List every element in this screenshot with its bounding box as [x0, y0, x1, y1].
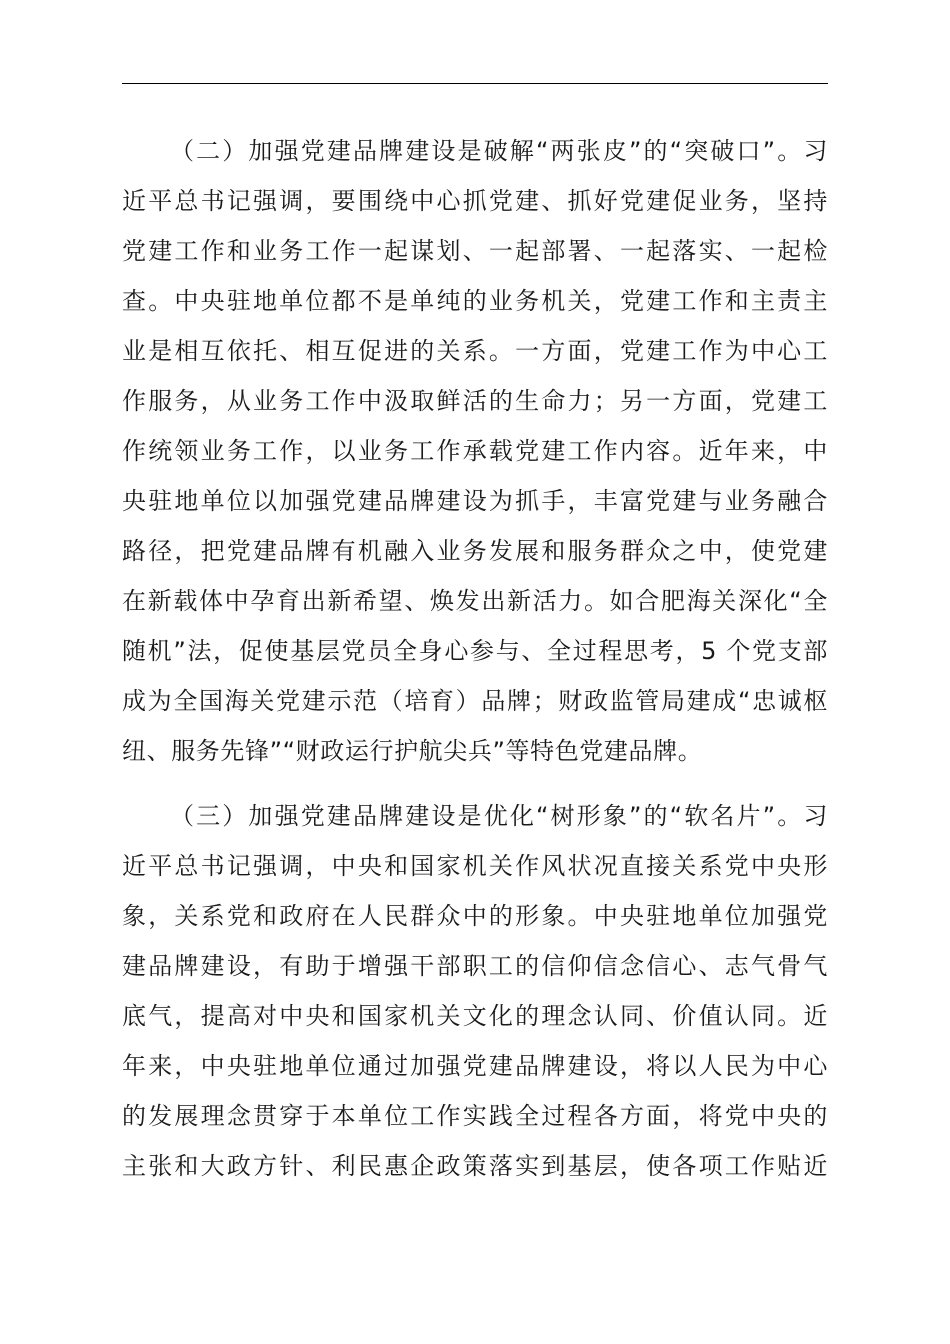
text-line: 业是相互依托、相互促进的关系。一方面，党建工作为中心工 — [122, 337, 828, 365]
text-line: 成为全国海关党建示范（培育）品牌；财政监管局建成“忠诚枢 — [122, 687, 828, 715]
text-line: 在新载体中孕育出新希望、焕发出新活力。如合肥海关深化“全 — [122, 587, 828, 615]
text-line: 近平总书记强调，要围绕中心抓党建、抓好党建促业务，坚持 — [122, 187, 828, 215]
text-line: 党建工作和业务工作一起谋划、一起部署、一起落实、一起检 — [122, 237, 828, 265]
text-line: 作统领业务工作，以业务工作承载党建工作内容。近年来，中 — [122, 437, 828, 465]
text-line: 近平总书记强调，中央和国家机关作风状况直接关系党中央形 — [122, 852, 828, 880]
text-line: 年来，中央驻地单位通过加强党建品牌建设，将以人民为中心 — [122, 1052, 828, 1080]
paragraph-three — [122, 791, 828, 1191]
text-line: （三）加强党建品牌建设是优化“树形象”的“软名片”。习 — [170, 802, 828, 830]
text-line: 作服务，从业务工作中汲取鲜活的生命力；另一方面，党建工 — [122, 387, 828, 415]
text-line: 象，关系党和政府在人民群众中的形象。中央驻地单位加强党 — [122, 902, 828, 930]
text-line: 建品牌建设，有助于增强干部职工的信仰信念信心、志气骨气 — [122, 952, 828, 980]
text-line: 纽、服务先锋”“财政运行护航尖兵”等特色党建品牌。 — [122, 737, 703, 765]
text-line: 的发展理念贯穿于本单位工作实践全过程各方面，将党中央的 — [122, 1102, 828, 1130]
document-body — [122, 126, 828, 1206]
text-line: 路径，把党建品牌有机融入业务发展和服务群众之中，使党建 — [122, 537, 828, 565]
header-rule — [122, 83, 828, 84]
text-line: 随机”法，促使基层党员全身心参与、全过程思考，5 个党支部 — [122, 637, 828, 665]
paragraph-two — [122, 126, 828, 776]
text-line: 央驻地单位以加强党建品牌建设为抓手，丰富党建与业务融合 — [122, 487, 828, 515]
text-line: 查。中央驻地单位都不是单纯的业务机关，党建工作和主责主 — [122, 287, 828, 315]
text-line: 主张和大政方针、利民惠企政策落实到基层，使各项工作贴近 — [122, 1152, 828, 1180]
text-line: 底气，提高对中央和国家机关文化的理念认同、价值认同。近 — [122, 1002, 828, 1030]
text-line: （二）加强党建品牌建设是破解“两张皮”的“突破口”。习 — [170, 137, 828, 165]
